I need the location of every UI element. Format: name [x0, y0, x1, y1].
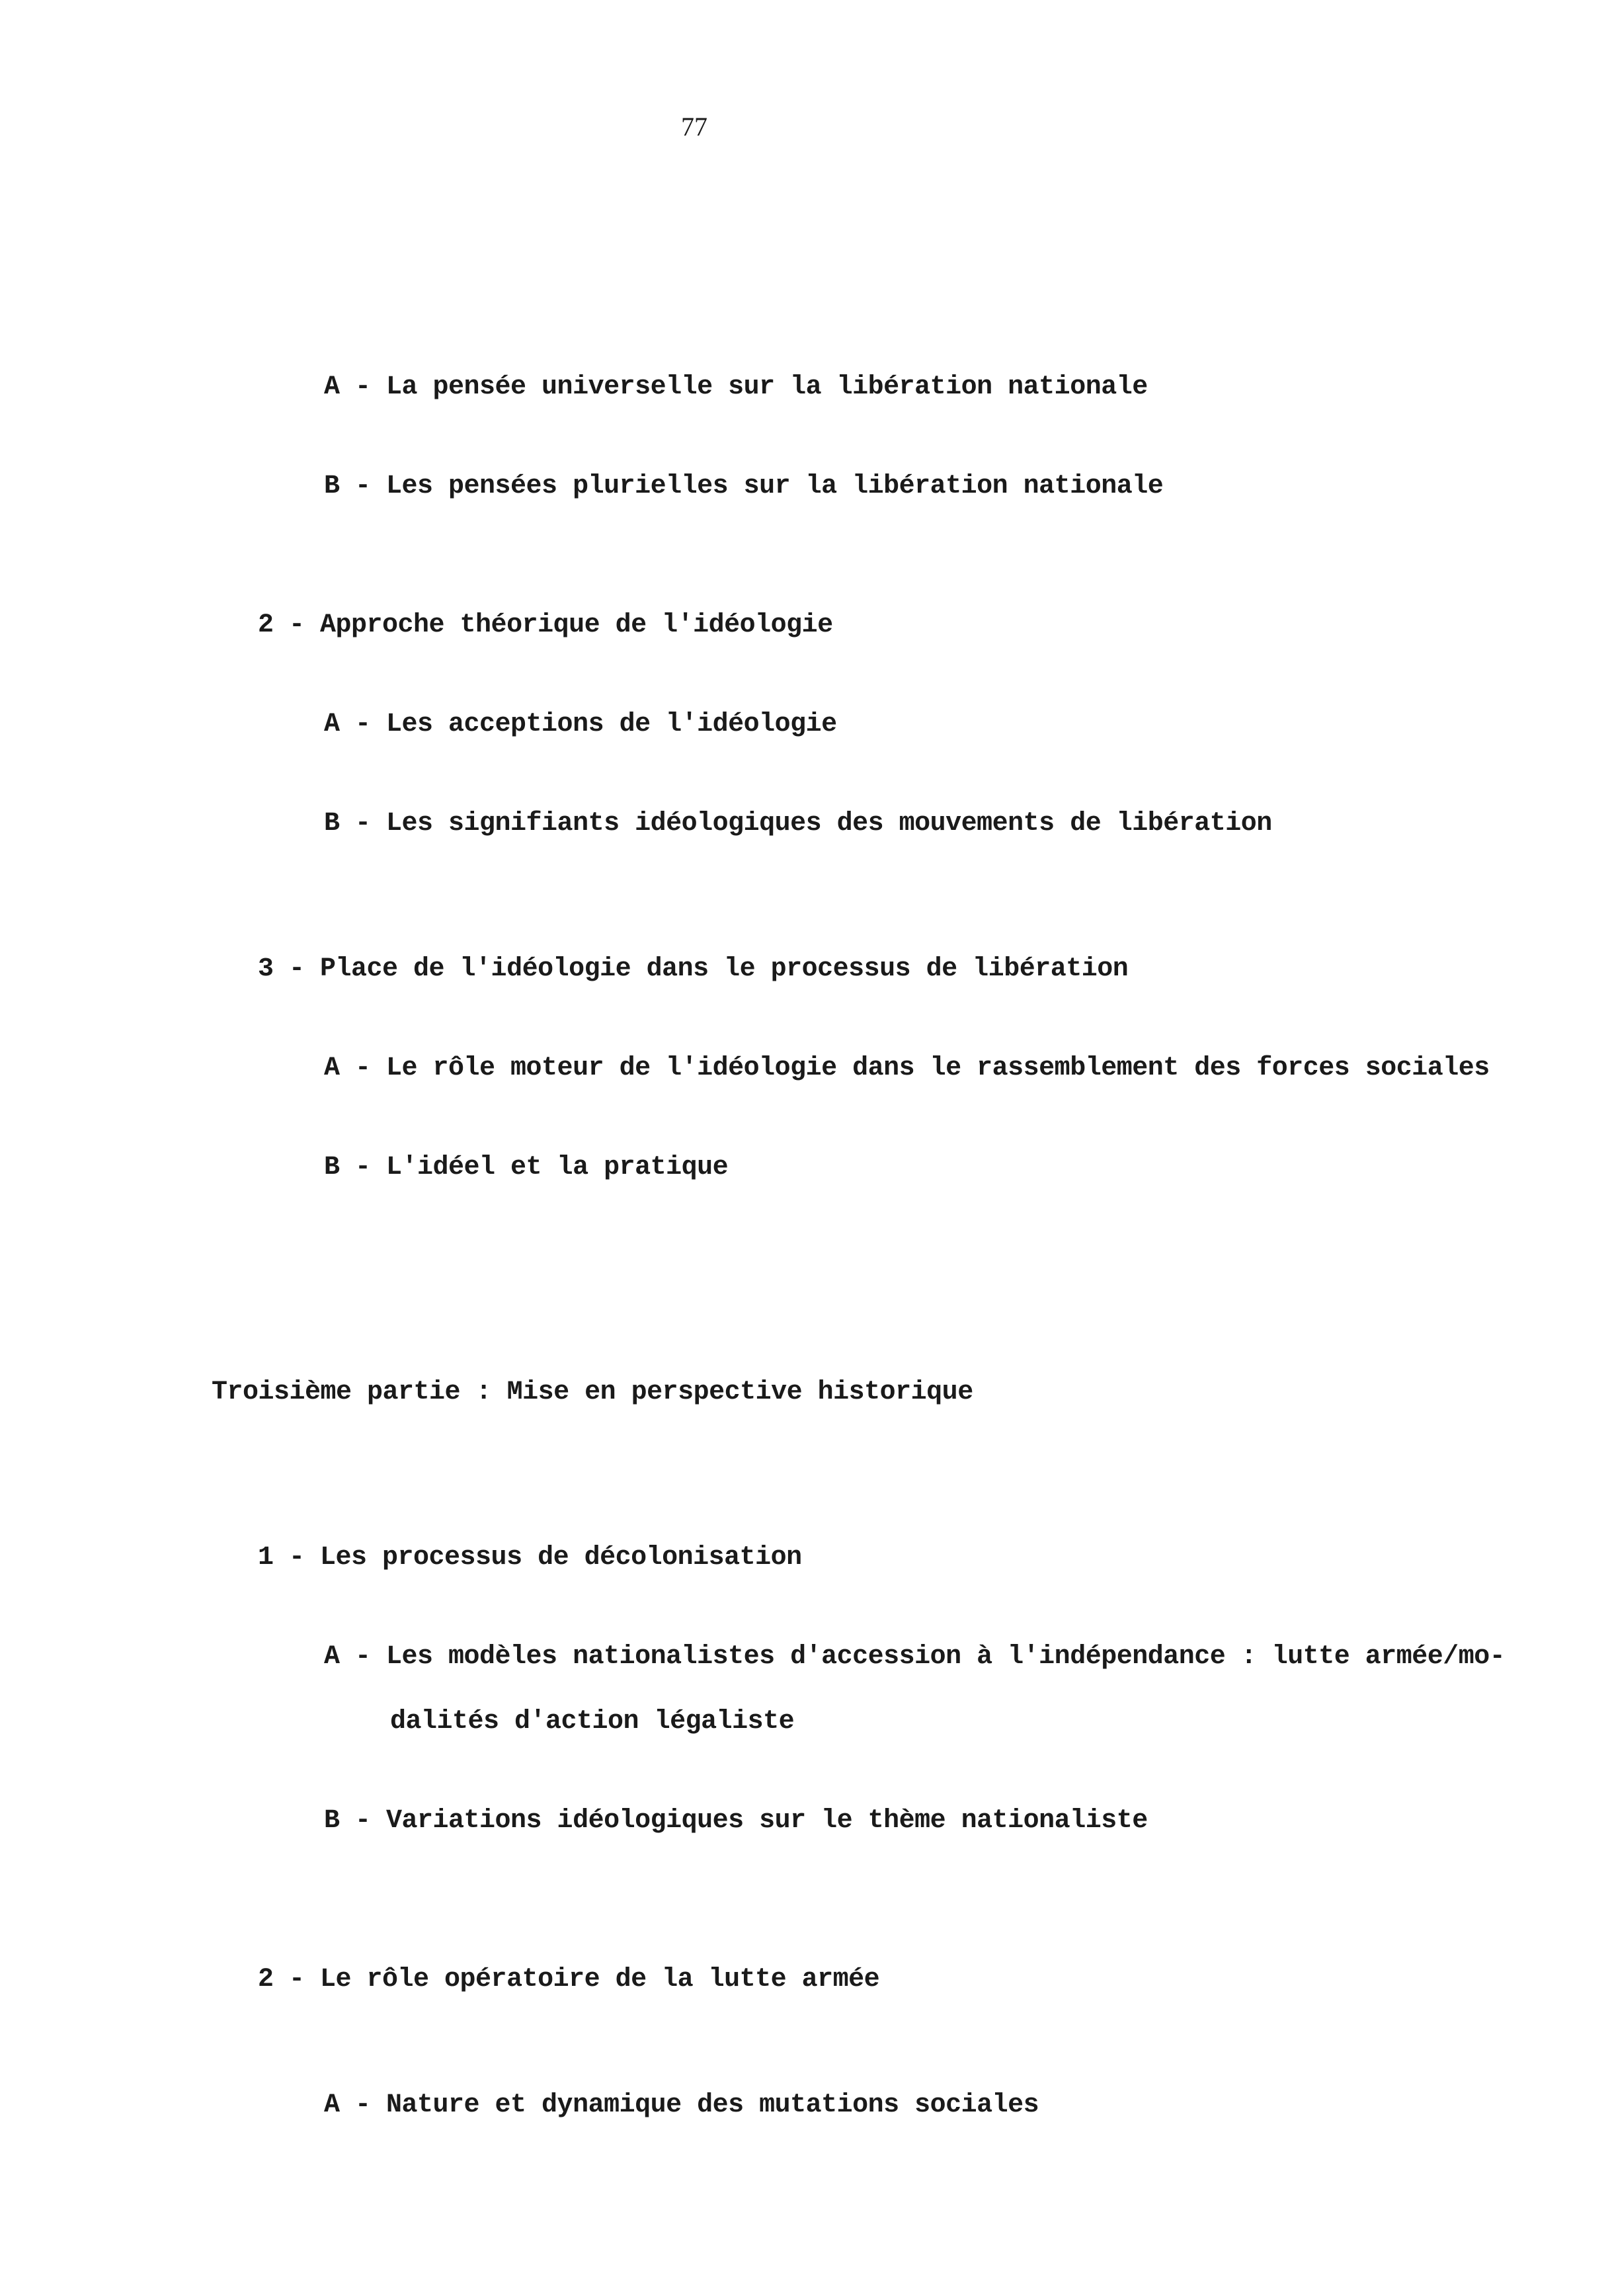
outline-item-a: A - Nature et dynamique des mutations sociales [324, 2090, 1039, 2120]
outline-section-heading: 2 - Le rôle opératoire de la lutte armée [258, 1965, 880, 1994]
outline-section-heading: 2 - Approche théorique de l'idéologie [258, 610, 833, 640]
outline-section-heading: 1 - Les processus de décolonisation [258, 1543, 802, 1573]
page-number: 77 [681, 112, 707, 142]
outline-section-heading: 3 - Place de l'idéologie dans le processus de libération [258, 954, 1129, 984]
outline-item-a-continuation: dalités d'action légaliste [390, 1707, 795, 1737]
outline-item-b: B - Variations idéologiques sur le thème nationaliste [324, 1806, 1148, 1836]
outline-item-a: A - Les acceptions de l'idéologie [324, 710, 837, 739]
outline-item-a: A - Les modèles nationalistes d'accession à l'indépendance : lutte armée/mo- [324, 1642, 1506, 1672]
part-heading: Troisième partie : Mise en perspective historique [212, 1377, 973, 1407]
outline-item-b: B - Les pensées plurielles sur la libération nationale [324, 472, 1164, 501]
outline-item-a: A - La pensée universelle sur la libération nationale [324, 372, 1148, 402]
outline-item-b: B - L'idéel et la pratique [324, 1153, 729, 1182]
outline-item-a: A - Le rôle moteur de l'idéologie dans le rassemblement des forces sociales [324, 1053, 1490, 1083]
outline-item-b: B - Les signifiants idéologiques des mouvements de libération [324, 809, 1272, 839]
